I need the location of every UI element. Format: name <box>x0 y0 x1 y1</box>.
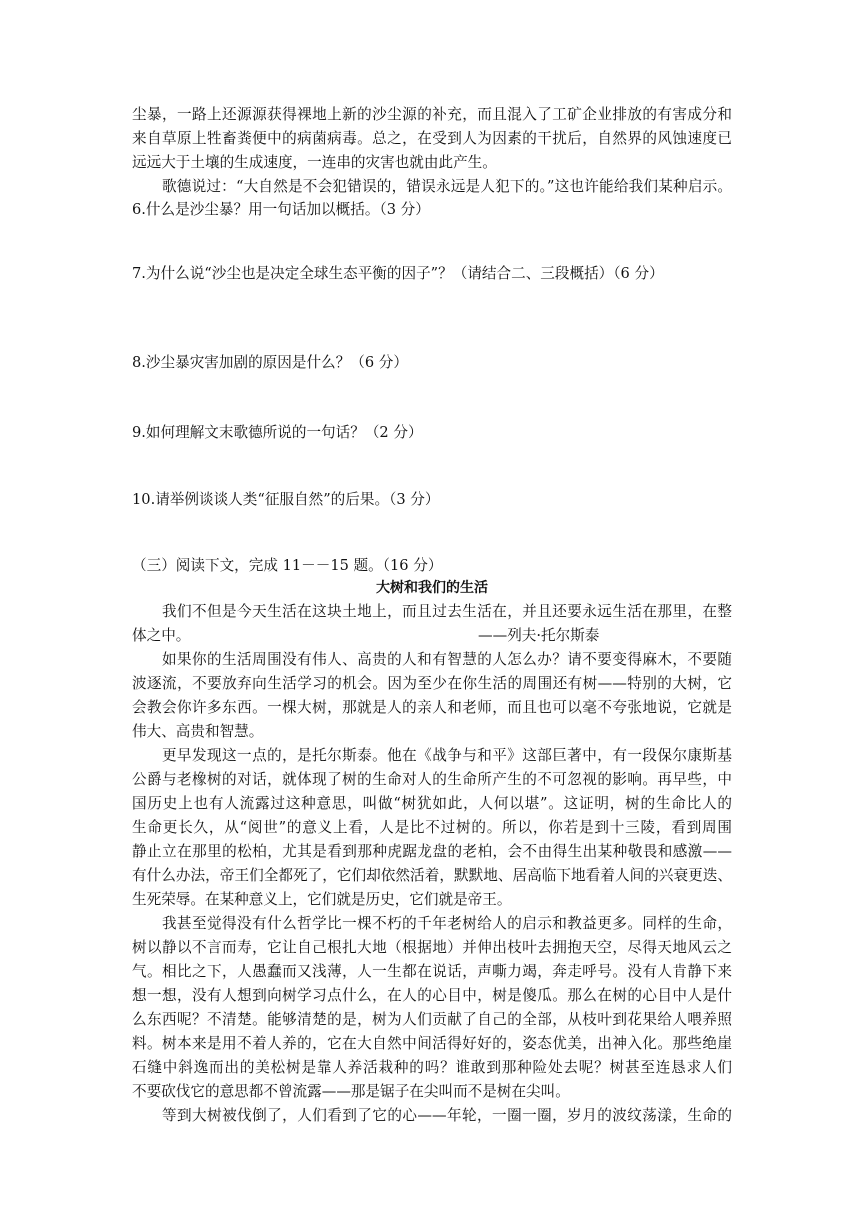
passage-line: 生命更长久，从“阅世”的意义上看，人是比不过树的。所以，你若是到十三陵，看到周围 <box>132 819 732 836</box>
passage-line: 有什么办法，帝王们全都死了，它们却依然活着，默默地、居高临下地看着人间的兴衰更迭、 <box>132 867 732 884</box>
question-9: 9.如何理解文末歌德所说的一句话？（2 分） <box>132 424 423 441</box>
passage-line: 歌德说过：“大自然是不会犯错误的，错误永远是人犯下的。”这也许能给我们某种启示。 <box>162 178 732 195</box>
passage-line: 国历史上也有人流露过这种意思，叫做“树犹如此，人何以堪”。这证明，树的生命比人的 <box>132 795 732 812</box>
passage-line: 会教会你许多东西。一棵大树，那就是人的亲人和老师，而且也可以毫不夸张地说，它就是 <box>132 699 732 716</box>
passage-line: 来自草原上牲畜粪便中的病菌病毒。总之，在受到人为因素的干扰后，自然界的风蚀速度已 <box>132 130 732 147</box>
passage-line: 生死荣辱。在某种意义上，它们就是历史，它们就是帝王。 <box>132 891 512 908</box>
epigraph-line: 我们不但是今天生活在这块土地上，而且过去生活在，并且还要永远生活在那里，在整 <box>162 603 732 620</box>
passage-line: 树以静以不言而寿，它让自己根扎大地（根据地）并伸出枝叶去拥抱天空，尽得天地风云之 <box>132 939 732 956</box>
passage-line: 静止立在那里的松柏，尤其是看到那种虎踞龙盘的老柏，会不由得生出某种敬畏和感激—— <box>132 843 732 860</box>
question-6: 6.什么是沙尘暴？用一句话加以概括。（3 分） <box>132 201 430 218</box>
passage-line: 料。树本来是用不着人养的，它在大自然中间活得好好的，姿态优美，出神入化。那些绝崖 <box>132 1035 732 1052</box>
question-8: 8.沙尘暴灾害加剧的原因是什么？（6 分） <box>132 354 408 371</box>
epigraph-signature: ——列夫·托尔斯泰 <box>478 627 600 644</box>
question-10: 10.请举例谈谈人类“征服自然”的后果。（3 分） <box>132 491 440 508</box>
article-title: 大树和我们的生活 <box>376 580 488 596</box>
passage-line: 更早发现这一点的，是托尔斯泰。他在《战争与和平》这部巨著中，有一段保尔康斯基 <box>162 747 732 764</box>
passage-line: 尘暴，一路上还源源获得裸地上新的沙尘源的补充，而且混入了工矿企业排放的有害成分和 <box>132 106 732 123</box>
passage-line: 波逐流，不要放弃向生活学习的机会。因为至少在你生活的周围还有树——特别的大树，它 <box>132 675 732 692</box>
passage-line: 么东西呢？不清楚。能够清楚的是，树为人们贡献了自己的全部，从枝叶到花果给人喂养照 <box>132 1011 732 1028</box>
epigraph-line: 体之中。 <box>132 627 191 644</box>
passage-line: 如果你的生活周围没有伟人、高贵的人和有智慧的人怎么办？请不要变得麻木，不要随 <box>162 651 732 668</box>
passage-line: 气。相比之下，人愚蠢而又浅薄，人一生都在说话，声嘶力竭，奔走呼号。没有人肯静下来 <box>132 963 732 980</box>
passage-line: 想一想，没有人想到向树学习点什么，在人的心目中，树是傻瓜。那么在树的心目中人是什 <box>132 987 732 1004</box>
passage-line: 远远大于土壤的生成速度，一连串的灾害也就由此产生。 <box>132 154 497 171</box>
question-7: 7.为什么说“沙尘也是决定全球生态平衡的因子”？（请结合二、三段概括）（6 分） <box>132 265 664 282</box>
passage-line: 公爵与老橡树的对话，就体现了树的生命对人的生命所产生的不可忽视的影响。再早些，中 <box>132 771 732 788</box>
passage-line: 我甚至觉得没有什么哲学比一棵不朽的千年老树给人的启示和教益更多。同样的生命， <box>162 915 732 932</box>
section-heading: （三）阅读下文，完成 11－－15 题。（16 分） <box>132 557 443 574</box>
passage-line: 伟大、高贵和智慧。 <box>132 723 264 740</box>
passage-line: 等到大树被伐倒了，人们看到了它的心——年轮，一圈一圈，岁月的波纹荡漾，生命的 <box>162 1107 732 1124</box>
passage-line: 不要砍伐它的意思都不曾流露——那是锯子在尖叫而不是树在尖叫。 <box>132 1083 570 1100</box>
passage-line: 石缝中斜逸而出的美松树是靠人养活栽种的吗？谁敢到那种险处去呢？树甚至连恳求人们 <box>132 1059 732 1076</box>
